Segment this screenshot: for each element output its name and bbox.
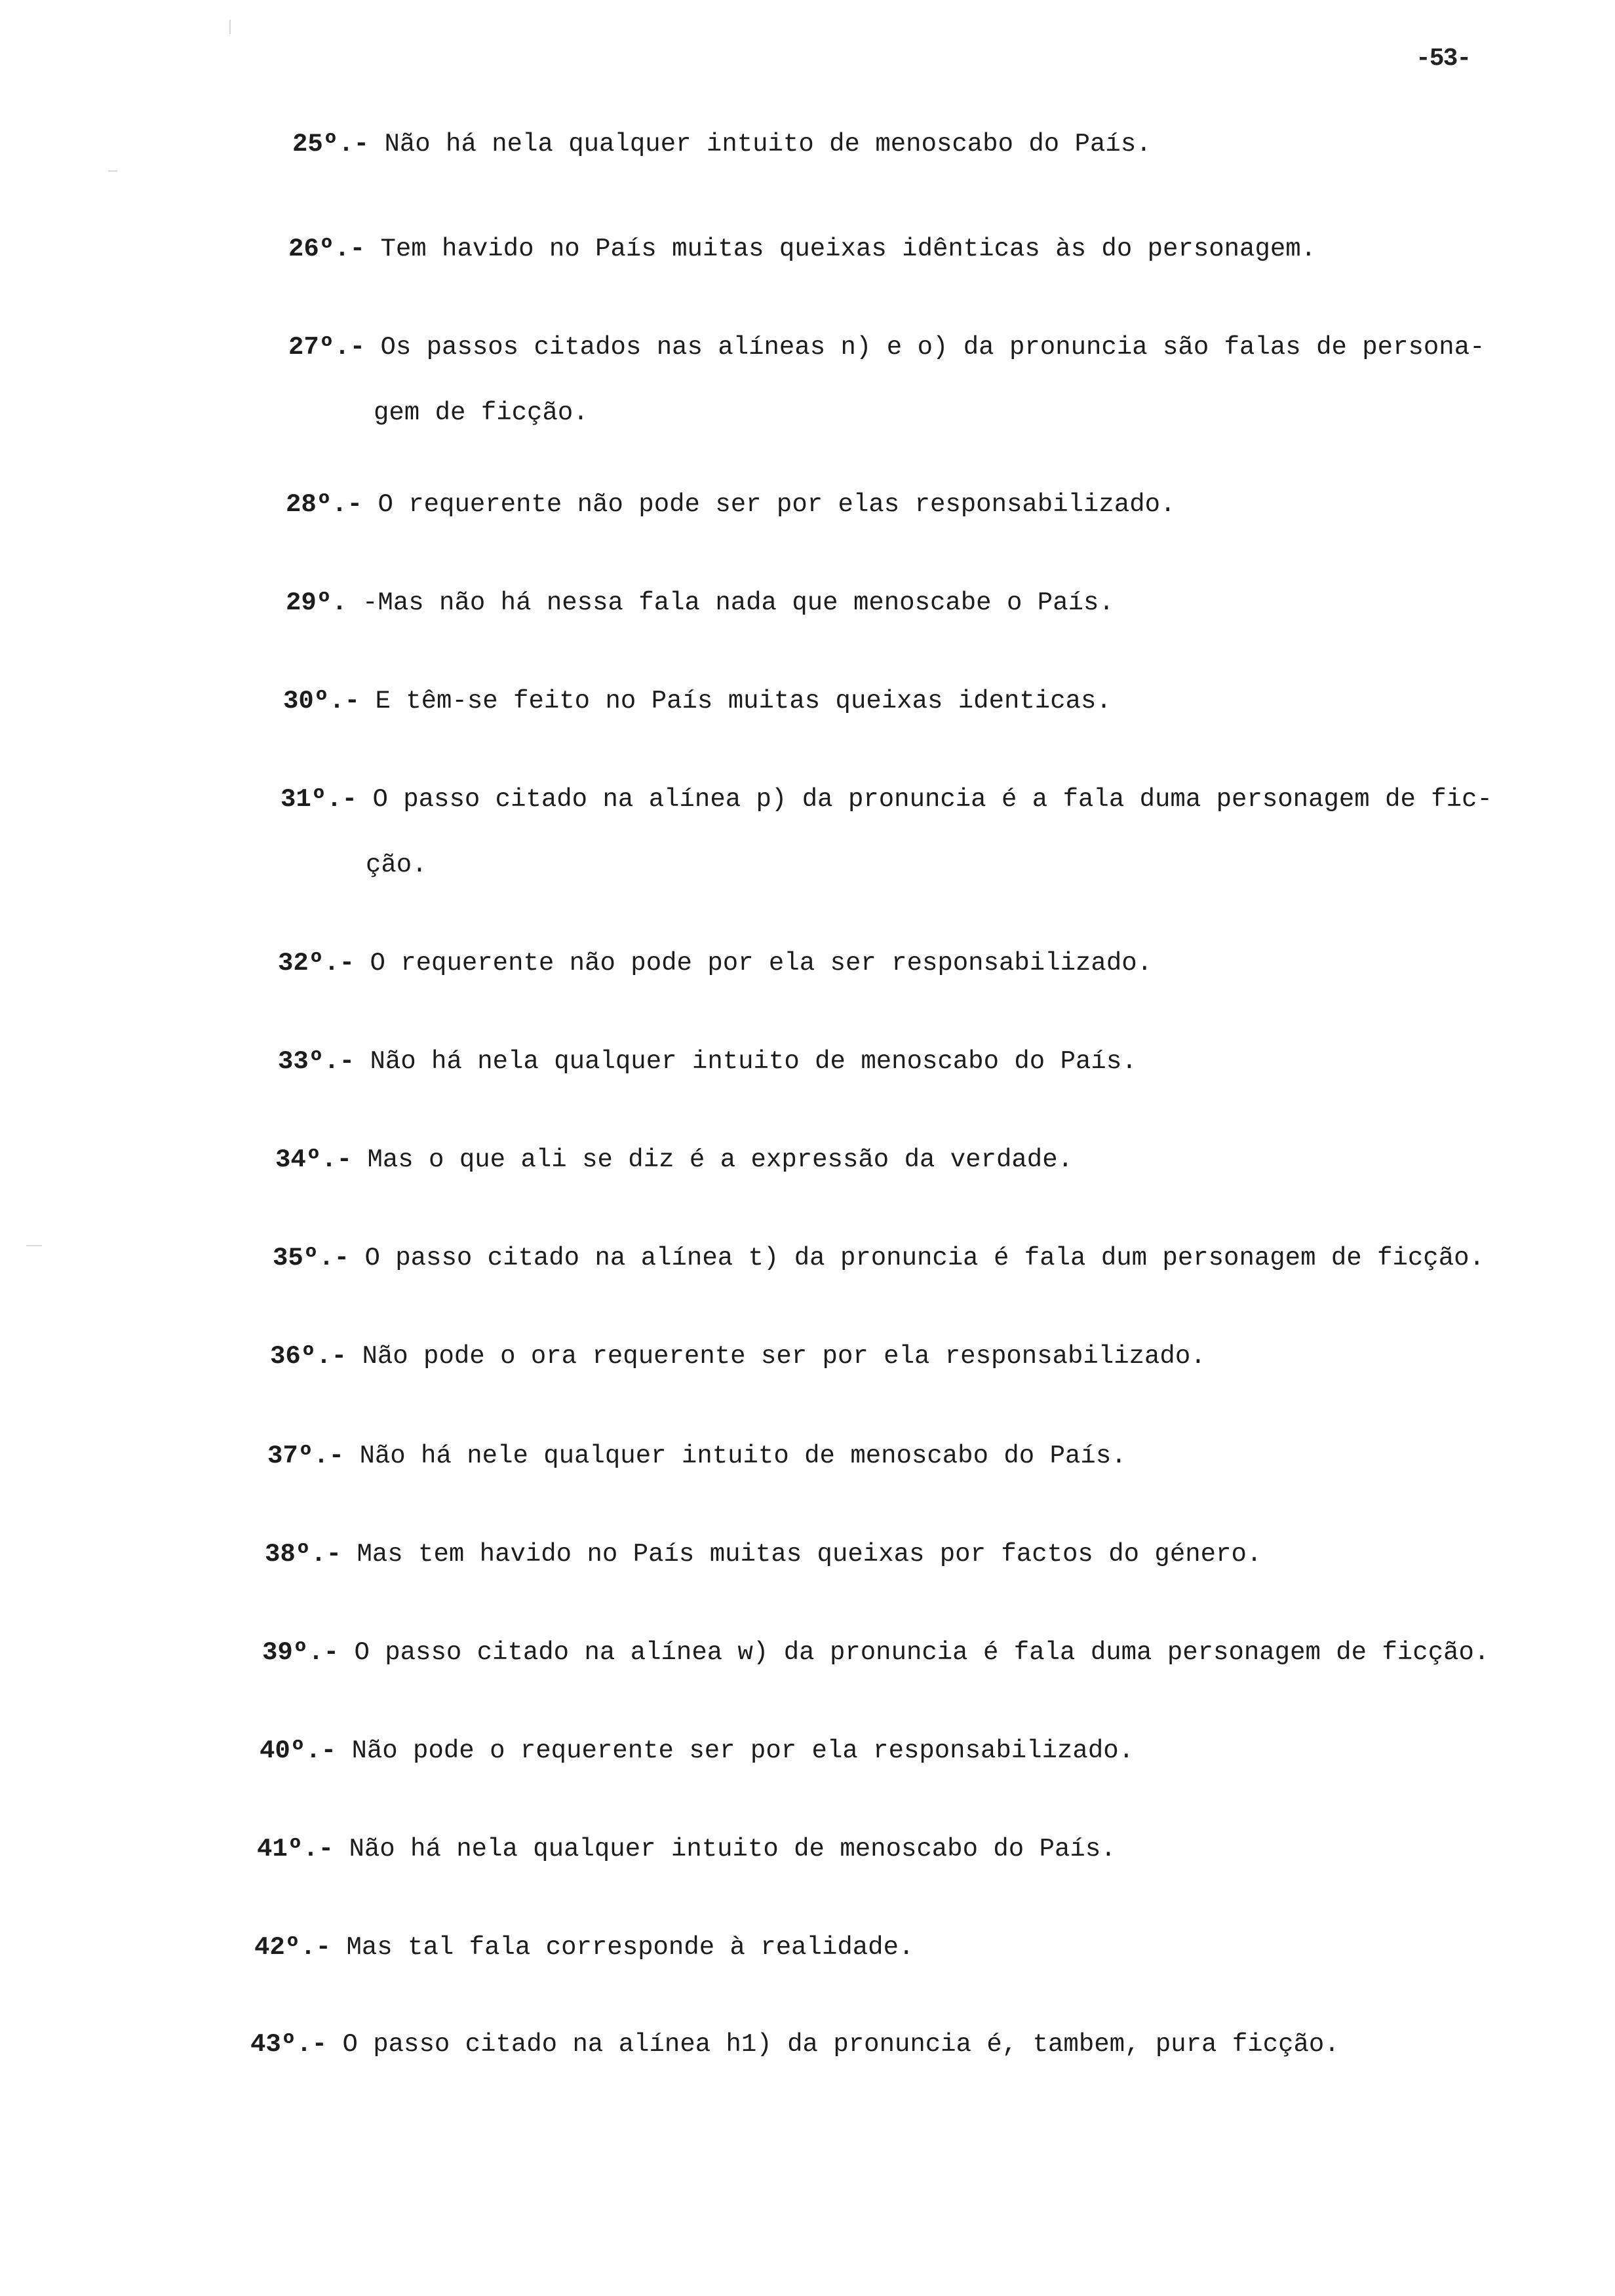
paragraph-number: 39º.-	[262, 1638, 340, 1667]
paragraph-number: 27º.-	[288, 333, 366, 362]
paragraph-number: 26º.-	[288, 235, 366, 263]
paragraph-text: E têm-se feito no País muitas queixas identicas.	[375, 687, 1112, 716]
paragraph-text: O passo citado na alínea h1) da pronuncia é, tambem, pura ficção.	[342, 2030, 1340, 2059]
paragraph-text-continued: ção.	[366, 851, 427, 879]
paragraph-number: 43º.-	[250, 2030, 328, 2059]
paragraph-36	[270, 1324, 1594, 1389]
paragraph-number: 28º.-	[286, 490, 363, 519]
paragraph-text: Os passos citados nas alíneas n) e o) da pronuncia são falas de persona-	[380, 333, 1485, 362]
paragraph-34	[275, 1127, 1599, 1193]
paragraph-43	[250, 2012, 1574, 2077]
paragraph-number: 30º.-	[283, 687, 360, 716]
paragraph-number: 34º.-	[275, 1145, 353, 1174]
paragraph-number: 29º.	[286, 588, 347, 617]
paragraph-text: O passo citado na alínea p) da pronuncia é a fala duma personagem de fic-	[372, 785, 1492, 814]
paragraph-number: 36º.-	[270, 1342, 347, 1371]
paragraph-31	[281, 767, 1605, 898]
paragraph-number: 40º.-	[260, 1736, 337, 1765]
paragraph-text: Não há nela qualquer intuito de menoscabo do País.	[384, 130, 1152, 159]
paragraph-text: Mas tal fala corresponde à realidade.	[346, 1933, 914, 1962]
paragraph-text: Não há nela qualquer intuito de menoscabo do País.	[349, 1835, 1116, 1864]
scan-mark	[26, 1245, 42, 1246]
paragraph-number: 32º.-	[278, 949, 355, 978]
paragraph-35	[273, 1225, 1597, 1291]
paragraph-text: Não há nele qualquer intuito de menoscabo do País.	[359, 1442, 1127, 1470]
paragraph-text: O requerente não pode ser por elas responsabilizado.	[378, 490, 1176, 519]
paragraph-text: Não pode o requerente ser por ela responsabilizado.	[351, 1736, 1135, 1765]
paragraph-39	[262, 1620, 1586, 1685]
paragraph-number: 25º.-	[292, 130, 370, 159]
paragraph-number: 41º.-	[257, 1835, 334, 1864]
paragraph-25	[292, 111, 1615, 177]
paragraph-text: O passo citado na alínea t) da pronuncia é fala dum personagem de ficção.	[364, 1244, 1485, 1272]
paragraph-26	[288, 216, 1612, 282]
paragraph-text: O requerente não pode por ela ser responsabilizado.	[370, 949, 1153, 978]
paragraph-number: 31º.-	[281, 785, 358, 814]
paragraph-text: Não pode o ora requerente ser por ela responsabilizado.	[362, 1342, 1206, 1371]
page-number: -53-	[1416, 45, 1471, 73]
paragraph-27	[288, 315, 1612, 446]
paragraph-text: Não há nela qualquer intuito de menoscabo do País.	[370, 1047, 1137, 1076]
paragraph-text: Mas o que ali se diz é a expressão da verdade.	[367, 1145, 1074, 1174]
paragraph-text: Mas tem havido no País muitas queixas por factos do género.	[357, 1540, 1262, 1569]
scan-mark	[229, 20, 231, 34]
paragraph-30	[283, 668, 1607, 734]
scan-mark	[108, 170, 117, 172]
paragraph-text: Tem havido no País muitas queixas idênticas às do personagem.	[380, 235, 1317, 263]
paragraph-text-continued: gem de ficção.	[374, 398, 589, 427]
paragraph-33	[278, 1029, 1602, 1094]
paragraph-number: 38º.-	[265, 1540, 342, 1569]
paragraph-29	[286, 570, 1610, 636]
paragraph-32	[278, 930, 1602, 996]
paragraph-40	[260, 1718, 1584, 1784]
paragraph-38	[265, 1521, 1589, 1587]
paragraph-number: 37º.-	[267, 1442, 345, 1470]
paragraph-37	[267, 1423, 1591, 1489]
paragraph-number: 35º.-	[273, 1244, 350, 1272]
paragraph-28	[286, 472, 1610, 537]
paragraph-text: O passo citado na alínea w) da pronuncia é fala duma personagem de ficção.	[354, 1638, 1490, 1667]
paragraph-number: 33º.-	[278, 1047, 355, 1076]
paragraph-41	[257, 1816, 1581, 1882]
paragraph-text: -Mas não há nessa fala nada que menoscabe o País.	[362, 588, 1114, 617]
paragraph-number: 42º.-	[254, 1933, 332, 1962]
paragraph-42	[254, 1915, 1578, 1980]
